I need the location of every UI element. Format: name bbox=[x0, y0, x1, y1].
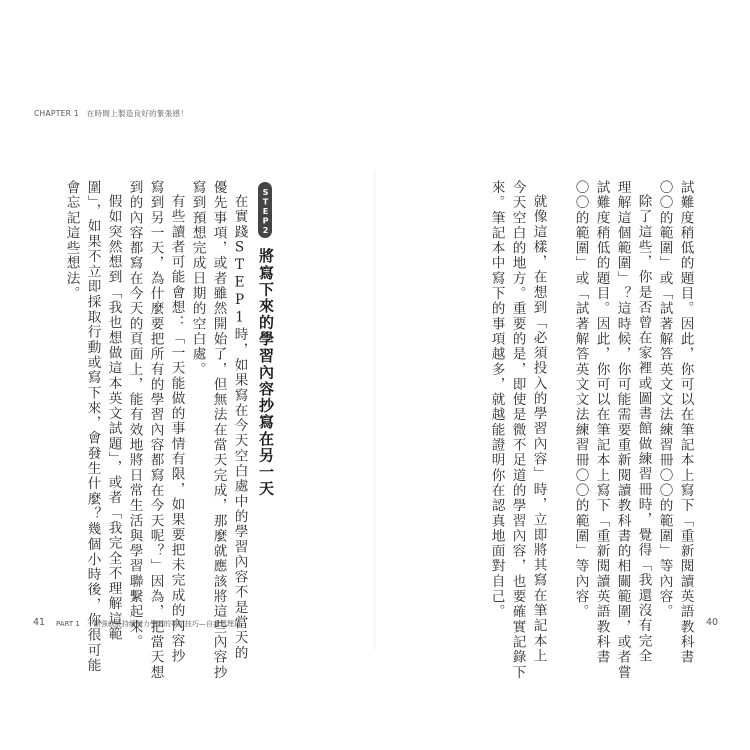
section-heading: 將寫下來的學習內容抄寫在另一天 bbox=[257, 248, 275, 497]
left-page-line-2: 優先事項，或者雖然開始了，但無法在當天完成，那麼就應該將這些內容抄 bbox=[210, 180, 227, 680]
left-page-line-4: 有些讀者可能會想：「一天能做的事情有限，如果要把未完成的內容抄 bbox=[168, 194, 185, 664]
right-page-line-8: 就像這樣，在想到「必須投入的學習內容」時，立即將其寫在筆記本上 bbox=[530, 194, 547, 664]
running-head: CHAPTER 1 在時間上製造良好的緊張感！ bbox=[34, 109, 189, 118]
left-page-line-1: 在實踐STEP1時，如果寫在今天空白處中的學習內容不是當天的 bbox=[231, 194, 248, 661]
left-page-line-7: 假如突然想到「我也想做這本英文試題」，或者「我完全不理解這範 bbox=[105, 194, 122, 642]
step-label: STEP2 bbox=[261, 188, 270, 236]
left-page-line-9: 會忘記這些想法。 bbox=[63, 180, 80, 302]
page-number-left: 41 bbox=[33, 617, 46, 628]
left-page-line-6: 到的內容都寫在今天的頁面上，能有效地將日常生活與學習聯繫起來。 bbox=[126, 180, 143, 650]
book-gutter bbox=[374, 170, 376, 650]
part-title: PART 1 不斷強就能持續努力學習的筆記技巧—自我管理篇 bbox=[56, 620, 241, 628]
right-page-line-5: 試難度稍低的題目。因此，你可以在筆記本上寫下「重新閱讀英語教科書 bbox=[593, 180, 610, 665]
right-page-line-4: 理解這個範圍」？這時候，你可能需要重新閱讀教科書的相關範圍，或者嘗 bbox=[614, 180, 631, 680]
right-page-line-2: 〇〇的範圍」或「試著解答英文文法練習冊〇〇的範圍」等內容。 bbox=[656, 180, 673, 620]
right-page-line-1: 試難度稍低的題目。因此，你可以在筆記本上寫下「重新閱讀英語教科書 bbox=[677, 180, 694, 665]
right-page-line-3: 除了這些，你是否曾在家裡或圖書館做練習冊時，覺得「我還沒有完全 bbox=[635, 194, 652, 664]
right-page-line-6: 〇〇的範圍」或「試著解答英文文法練習冊〇〇的範圍」等內容。 bbox=[572, 180, 589, 620]
right-page-line-10: 來。筆記本中寫下的事項越多，就越能證明你在認真地面對自己。 bbox=[488, 180, 505, 620]
left-page-line-3: 寫到預想完成日期的空白處。 bbox=[189, 180, 206, 377]
page-number-right: 40 bbox=[706, 617, 719, 628]
left-page-line-5: 寫到另一天，為什麼要把所有的學習內容都寫在今天呢？」因為，把當天想 bbox=[147, 180, 164, 680]
left-page-line-8: 圍」，如果不立即採取行動或寫下來，會發生什麼？幾個小時後，你很可能 bbox=[84, 180, 101, 674]
right-page-line-9: 今天空白的地方。重要的是，即使是微不足道的學習內容，也要確實記錄下 bbox=[509, 180, 526, 680]
